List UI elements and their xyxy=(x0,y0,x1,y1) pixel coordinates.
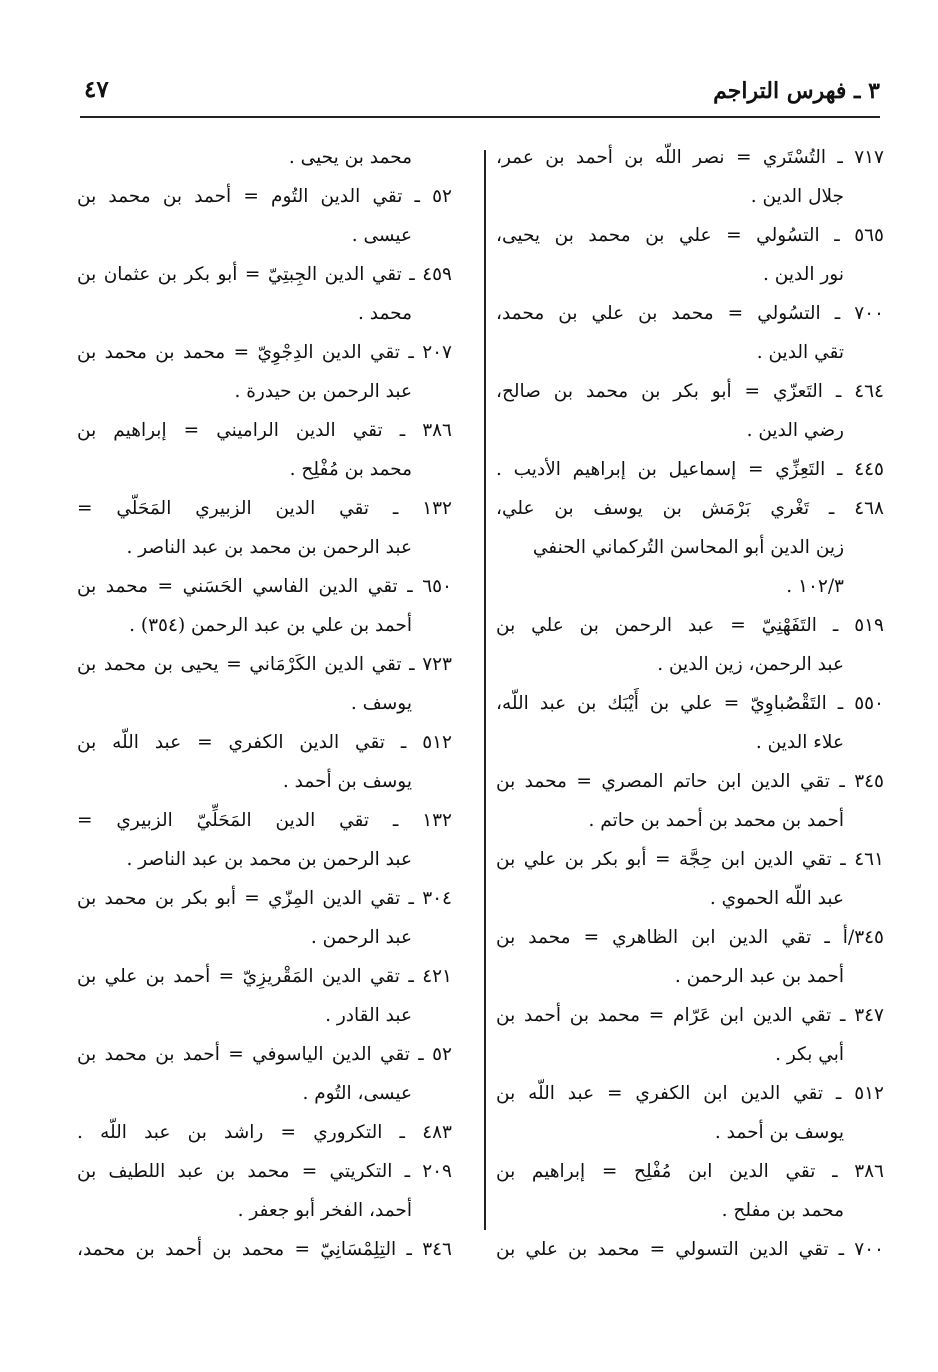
entry-continuation-line: تقي الدين . xyxy=(756,342,844,363)
index-entry xyxy=(77,645,452,723)
entry-headline: ٥١٩ ـ التَفَهْنِيّ = عبد الرحمن بن علي بن xyxy=(496,615,884,636)
entry-headline: ٣٤٥ ـ تقي الدين ابن حاتم المصري = محمد بن xyxy=(496,771,884,792)
index-entry xyxy=(77,879,452,957)
index-entry xyxy=(77,1230,452,1269)
entry-headline: ١٣٢ ـ تقي الدين المَحَلِّيّ الزبيري = xyxy=(77,810,452,831)
entry-headline: ٦٥٠ ـ تقي الدين الفاسي الحَسَني = محمد بن xyxy=(77,576,452,597)
entry-continuation-line: عبد الرحمن . xyxy=(310,927,412,948)
entry-continuation-line: يوسف بن أحمد . xyxy=(714,1122,844,1143)
index-entry xyxy=(77,255,452,333)
entry-continuation-line: يوسف بن أحمد . xyxy=(282,771,412,792)
entry-continuation-line: عبد الرحمن بن محمد بن عبد الناصر . xyxy=(126,537,412,558)
section-title: ٣ ـ فهرس التراجم xyxy=(713,78,880,104)
index-entry xyxy=(77,1152,452,1230)
entry-continuation-line: أحمد، الفخر أبو جعفر . xyxy=(237,1200,412,1221)
entry-continuation-line: يوسف . xyxy=(350,693,412,714)
entry-continuation-line: عيسى . xyxy=(351,225,412,246)
entry-continuation-line: محمد بن مفلح . xyxy=(721,1200,844,1221)
index-entry xyxy=(496,762,884,840)
entry-continuation-line: أبي بكر . xyxy=(775,1044,844,1065)
index-entry xyxy=(496,1152,884,1230)
entry-headline: ٧٠٠ ـ التسُولي = محمد بن علي بن محمد، xyxy=(496,303,884,324)
entry-headline: ٥٥٠ ـ التَقْصُباوِيّ = علي بن أَيْبَك بن عبد اللّه، xyxy=(496,693,884,714)
entry-headline: ٤٦١ ـ تقي الدين ابن حِجَّة = أبو بكر بن علي بن xyxy=(496,849,884,870)
entry-continuation-line: ١٠٢/٣ . xyxy=(786,576,844,597)
entry-headline: ٣٤٥/أ ـ تقي الدين ابن الظاهري = محمد بن xyxy=(496,927,884,948)
entry-continuation-line: عيسى، التُوم . xyxy=(302,1083,412,1104)
entry-headline: ٥١٢ ـ تقي الدين الكفري = عبد اللّه بن xyxy=(77,732,452,753)
entry-continuation-line: زين الدين أبو المحاسن التُركماني الحنفي xyxy=(532,537,844,558)
entry-continuation-line: علاء الدين . xyxy=(755,732,844,753)
entry-continuation-line: عبد الرحمن بن حيدرة . xyxy=(234,381,412,402)
index-entry xyxy=(77,411,452,489)
page-header xyxy=(80,72,880,118)
entry-headline: ٧٠٠ ـ تقي الدين التسولي = محمد بن علي بن xyxy=(496,1239,884,1260)
entry-continuation-line: أحمد بن علي بن عبد الرحمن (٣٥٤) . xyxy=(129,615,412,636)
entry-headline: ٤٥٩ ـ تقي الدين الجِبتِيّ = أبو بكر بن عثمان بن xyxy=(77,264,452,285)
index-entry xyxy=(496,1230,884,1269)
index-entry xyxy=(77,801,452,879)
entry-headline: ٤٤٥ ـ التَعِزِّي = إسماعيل بن إبراهيم الأديب . xyxy=(496,459,884,480)
index-entry xyxy=(496,372,884,450)
index-entry xyxy=(496,450,884,489)
entry-headline: ٥١٢ ـ تقي الدين ابن الكفري = عبد اللّه بن xyxy=(496,1083,884,1104)
entry-continuation-line: رضي الدين . xyxy=(746,420,844,441)
index-entry xyxy=(77,489,452,567)
index-entry xyxy=(496,216,884,294)
entry-continuation-line: أحمد بن محمد بن أحمد بن حاتم . xyxy=(588,810,844,831)
entry-continuation-line: أحمد بن عبد الرحمن . xyxy=(674,966,844,987)
entry-headline: ٣٨٦ ـ تقي الدين ابن مُفْلِح = إبراهيم بن xyxy=(496,1161,884,1182)
entry-headline: ٥٢ ـ تقي الدين التُوم = أحمد بن محمد بن xyxy=(77,186,452,207)
entry-headline: ٥٦٥ ـ التسُولي = علي بن محمد بن يحيى، xyxy=(496,225,884,246)
entry-continuation-line: عبد الرحمن، زين الدين . xyxy=(657,654,844,675)
entry-headline: ٢٠٧ ـ تقي الدين الدِجْوِيّ = محمد بن محمد بن xyxy=(77,342,452,363)
page-number: ٤٧ xyxy=(84,76,109,103)
index-entry xyxy=(77,957,452,1035)
index-entry xyxy=(77,723,452,801)
entry-headline: ٤٨٣ ـ التكروري = راشد بن عبد اللّه . xyxy=(77,1122,452,1143)
index-entry xyxy=(496,138,884,216)
entry-continuation-line: نور الدين . xyxy=(762,264,844,285)
entry-continuation-line: عبد القادر . xyxy=(325,1005,412,1026)
index-entry xyxy=(77,138,452,177)
column-divider xyxy=(484,150,486,1230)
entry-continuation-line: عبد الرحمن بن محمد بن عبد الناصر . xyxy=(126,849,412,870)
entry-continuation-line: عبد اللّه الحموي . xyxy=(709,888,844,909)
index-entry xyxy=(496,294,884,372)
entry-continuation-line: محمد بن يحيى . xyxy=(288,147,412,168)
entry-continuation-line: محمد . xyxy=(357,303,412,324)
entry-headline: ٤٢١ ـ تقي الدين المَقْريزِيّ = أحمد بن علي بن xyxy=(77,966,452,987)
index-entry xyxy=(77,1035,452,1113)
index-entry xyxy=(496,489,884,606)
entry-headline: ٤٦٤ ـ التَعزّي = أبو بكر بن محمد بن صالح، xyxy=(496,381,884,402)
index-entry xyxy=(496,606,884,684)
entry-headline: ٣٤٦ ـ التِلِمْسَانِيّ = محمد بن أحمد بن محمد، xyxy=(77,1239,452,1260)
index-entry xyxy=(77,567,452,645)
index-entry xyxy=(496,840,884,918)
index-entry xyxy=(77,1113,452,1152)
index-entry xyxy=(77,177,452,255)
index-entry xyxy=(496,996,884,1074)
entry-headline: ٣٠٤ ـ تقي الدين المِزّي = أبو بكر بن محمد بن xyxy=(77,888,452,909)
left-column xyxy=(77,138,452,1269)
entry-headline: ٧٢٣ ـ تقي الدين الكَرْمَاني = يحيى بن محمد بن xyxy=(77,654,452,675)
entry-continuation-line: جلال الدين . xyxy=(750,186,844,207)
index-entry xyxy=(496,1074,884,1152)
index-entry xyxy=(77,333,452,411)
entry-headline: ٣٤٧ ـ تقي الدين ابن عَرّام = محمد بن أحمد بن xyxy=(496,1005,884,1026)
entry-headline: ١٣٢ ـ تقي الدين الزبيري المَحَلّي = xyxy=(77,498,452,519)
index-entry xyxy=(496,918,884,996)
entry-headline: ٥٢ ـ تقي الدين الياسوفي = أحمد بن محمد بن xyxy=(77,1044,452,1065)
right-column xyxy=(496,138,884,1269)
entry-headline: ٤٦٨ ـ تَغْري بَرْمَش بن يوسف بن علي، xyxy=(496,498,884,519)
entry-headline: ٧١٧ ـ التُسْتَري = نصر اللّه بن أحمد بن عمر، xyxy=(496,147,884,168)
index-entry xyxy=(496,684,884,762)
entry-continuation-line: محمد بن مُفْلِح . xyxy=(289,459,412,480)
entry-headline: ٢٠٩ ـ التكريتي = محمد بن عبد اللطيف بن xyxy=(77,1161,452,1182)
entry-headline: ٣٨٦ ـ تقي الدين الراميني = إبراهيم بن xyxy=(77,420,452,441)
